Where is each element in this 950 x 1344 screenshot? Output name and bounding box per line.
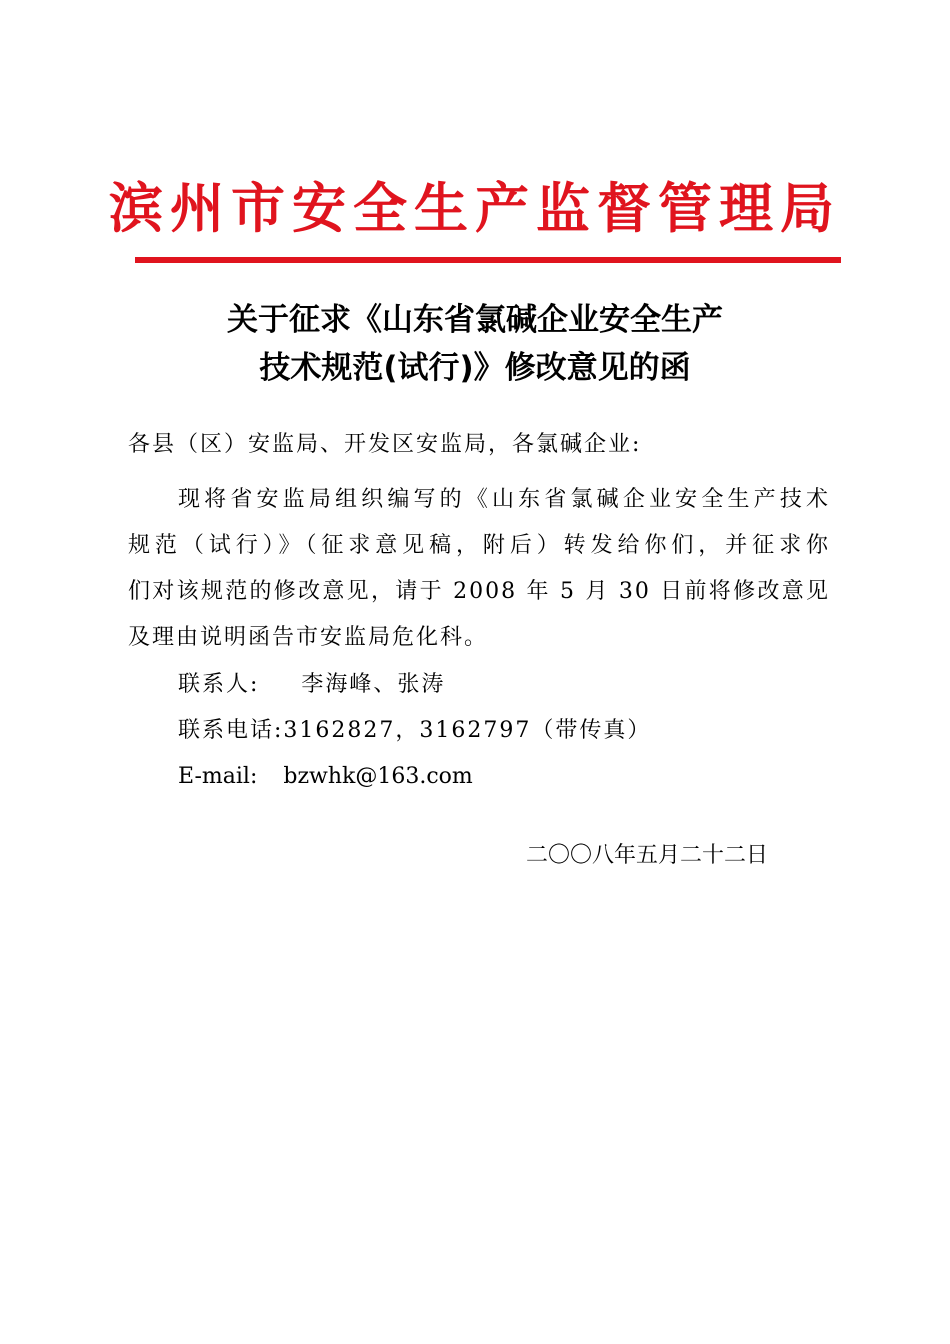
contact-phone-row bbox=[178, 716, 651, 746]
contact-email-value: bzwhk@163.com bbox=[283, 764, 473, 789]
document-title-line-2: 技术规范(试行)》修改意见的函 bbox=[259, 350, 691, 386]
contact-email-row bbox=[178, 762, 473, 792]
contact-person-label: 联系人: bbox=[178, 672, 260, 697]
recipient-line: 各县（区）安监局、开发区安监局，各氯碱企业: bbox=[128, 432, 642, 457]
document-date: 二〇〇八年五月二十二日 bbox=[526, 843, 769, 868]
contact-phone-label: 联系电话: bbox=[178, 718, 284, 743]
document-title-line-1: 关于征求《山东省氯碱企业安全生产 bbox=[227, 302, 723, 338]
body-line-2: 规范（试行）》（征求意见稿，附后）转发给你们，并征求你 bbox=[128, 533, 830, 558]
contact-phone-value: 3162827，3162797（带传真） bbox=[283, 718, 652, 743]
contact-person-row bbox=[178, 670, 445, 700]
letterhead-red-rule bbox=[135, 257, 841, 263]
body-line-4: 及理由说明函告市安监局危化科。 bbox=[128, 625, 489, 650]
body-line-3: 们对该规范的修改意见，请于 2008 年 5 月 30 日前将修改意见 bbox=[128, 579, 830, 604]
contact-email-label: E-mail: bbox=[178, 764, 258, 789]
contact-person-value: 李海峰、张涛 bbox=[301, 672, 446, 697]
letterhead-agency-name: 滨州市安全生产监督管理局 bbox=[109, 177, 841, 240]
body-line-1: 现将省安监局组织编写的《山东省氯碱企业安全生产技术 bbox=[178, 487, 830, 512]
